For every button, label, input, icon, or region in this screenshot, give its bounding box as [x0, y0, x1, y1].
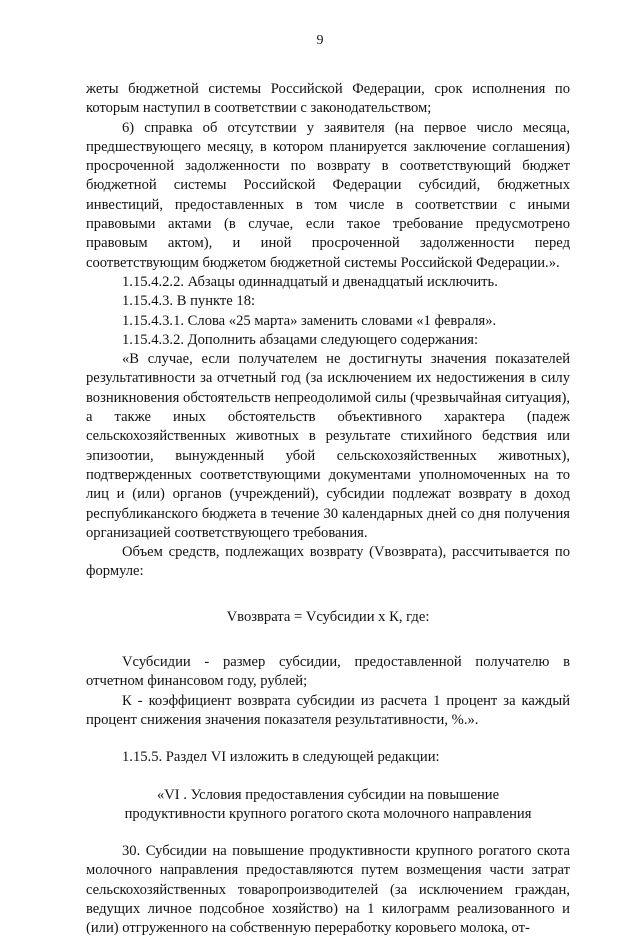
- document-body: [86, 80, 570, 939]
- paragraph-1-15-5: 1.15.5. Раздел VI изложить в следующей редакции:: [122, 749, 440, 766]
- paragraph-quote-start: «В случае, если получателем не достигнуты значения показателей результативности за отчетный год (за исключением их недостижения в силу возникновения обстоятельств непреодолимой силы (чрезвычайная ситуация), а также иных обстоятельств объективного характера (падеж сельскохозяйственных животных в результате стихийного бедствия или эпизоотии, вынужденный убой сельскохозяйственных животных), подтвержденных соответствующими документами уполномоченных на то лиц и (или) органов (учреждений), субсидии подлежат возврату в доход республиканского бюджета в течение 30 календарных дней со дня получения организацией соответствующего требования.: [86, 351, 570, 541]
- paragraph-1-15-4-3: 1.15.4.3. В пункте 18:: [122, 293, 256, 310]
- paragraph-v-definition: Vсубсидии - размер субсидии, предоставленной получателю в отчетном финансовом году, рублей;: [86, 654, 570, 690]
- paragraph-item-6: 6) справка об отсутствии у заявителя (на первое число месяца, предшествующего месяцу, в котором планируется заключение соглашения) просроченной задолженности по возврату в соответствующий бюджет бюджетной системы Российской Федерации субсидий, бюджетных инвестиций, предоставленных в том числе в соответствии с иными правовыми актами (в случае, если такое требование предусмотрено правовым актом), и иной просроченной задолженности перед соответствующим бюджетом бюджетной системы Российской Федерации.».: [86, 119, 570, 271]
- paragraph-continuation: жеты бюджетной системы Российской Федерации, срок исполнения по которым наступил в соответствии с законодательством;: [86, 81, 570, 117]
- paragraph-k-definition: К - коэффициент возврата субсидии из расчета 1 процент за каждый процент снижения значения показателя результативности, %.».: [86, 692, 570, 728]
- paragraph-volume: Объем средств, подлежащих возврату (Vвозврата), рассчитывается по формуле:: [86, 544, 570, 580]
- paragraph-1-15-4-3-1: 1.15.4.3.1. Слова «25 марта» заменить словами «1 февраля».: [122, 312, 497, 329]
- paragraph-30: 30. Субсидии на повышение продуктивности крупного рогатого скота молочного направления предоставляются путем возмещения части затрат сельскохозяйственных товаропроизводителей (за исключением граждан, ведущих личное подсобное хозяйство) на 1 килограмм реализованного и (или) отгруженного на собственную переработку коровьего молока, от-: [86, 843, 570, 937]
- section-heading-line-2: продуктивности крупного рогатого скота молочного направления: [124, 805, 532, 822]
- section-heading-line-1: «VI . Условия предоставления субсидии на повышение: [156, 786, 500, 803]
- paragraph-1-15-4-2-2: 1.15.4.2.2. Абзацы одиннадцатый и двенадцатый исключить.: [122, 273, 498, 290]
- page-number: 9: [316, 33, 324, 48]
- paragraph-1-15-4-3-2: 1.15.4.3.2. Дополнить абзацами следующего содержания:: [122, 331, 479, 348]
- formula: Vвозврата = Vсубсидии х К, где:: [226, 608, 430, 625]
